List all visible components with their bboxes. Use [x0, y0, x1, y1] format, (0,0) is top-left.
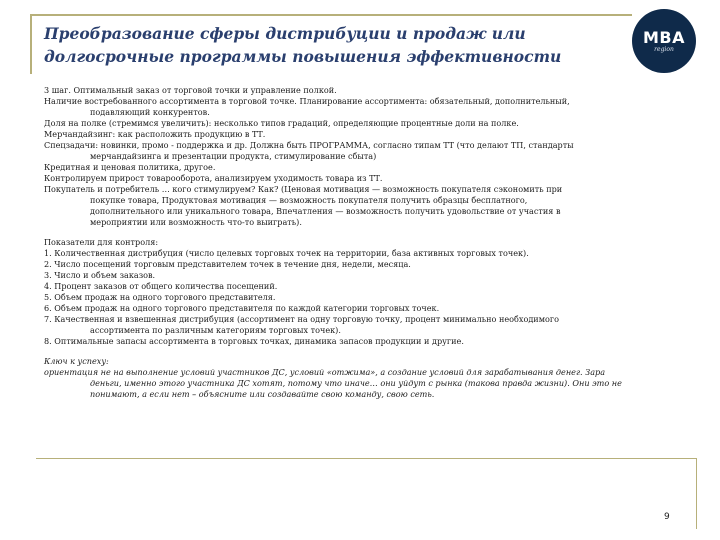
indicator-item: ассортимента по различным категориям торговых точек).	[90, 325, 341, 335]
indicator-item: 6. Объем продаж на одного торгового представителя по каждой категории торговых точек.	[44, 303, 440, 313]
text-line: Контролируем прирост товарооборота, анализируем уходимость товара из ТТ.	[44, 173, 383, 183]
mba-logo	[632, 9, 696, 73]
indicator-item: 2. Число посещений торговым представителем точек в течение дня, недели, месяца.	[44, 259, 411, 269]
footer-frame	[36, 458, 697, 529]
text-line: Наличие востребованного ассортимента в торговой точке. Планирование ассортимента: обязательный, дополнительный,	[44, 96, 570, 106]
title-line-1: Преобразование сферы дистрибуции и продаж или	[44, 24, 526, 43]
key-line: деньги, именно этого участника ДС хотят, потому что иначе… они уйдут с рынка (такова правда жизни). Они это не	[90, 378, 622, 388]
slide-body	[44, 85, 720, 400]
text-line: дополнительного или уникального товара, Впечатления — возможность получить удовольствие от участия в	[90, 206, 561, 216]
key-line: понимают, а если нет – объясните или создавайте свою команду, свою сеть.	[90, 389, 435, 399]
key-section	[44, 367, 720, 400]
text-line: Доля на полке (стремимся увеличить): несколько типов градаций, определяющие процентные доли на полке.	[44, 118, 519, 128]
indicator-item: 8. Оптимальные запасы ассортимента в торговых точках, динамика запасов продукции и другие.	[44, 336, 464, 346]
text-line: мероприятии или возможность что-то выиграть).	[90, 217, 302, 227]
page-number: 9	[664, 512, 670, 522]
text-line: 3 шаг. Оптимальный заказ от торговой точки и управление полкой.	[44, 85, 337, 95]
logo-subtext: region	[654, 45, 674, 53]
text-line: подавляющий конкурентов.	[90, 107, 210, 117]
indicators-heading: Показатели для контроля:	[44, 237, 159, 247]
indicator-item: 5. Объем продаж на одного торгового представителя.	[44, 292, 276, 302]
text-line: Спецзадачи: новинки, промо - поддержка и др. Должна быть ПРОГРАММА, согласно типам ТТ (что делают ТП, стандарты	[44, 140, 574, 150]
text-line: Кредитная и ценовая политика, другое.	[44, 162, 216, 172]
indicator-item: 4. Процент заказов от общего количества посещений.	[44, 281, 278, 291]
indicator-item: 7. Качественная и взвешенная дистрибуция (ассортимент на одну торговую точку, процент минимально необходимого	[44, 314, 559, 324]
logo-text: MBA	[643, 27, 685, 47]
text-line: Покупатель и потребитель … кого стимулируем? Как? (Ценовая мотивация — возможность покупателя сэкономить при	[44, 184, 563, 194]
key-heading: Ключ к успеху:	[44, 356, 109, 366]
text-line: Мерчандайзинг: как расположить продукцию в ТТ.	[44, 129, 266, 139]
slide-title	[44, 22, 604, 68]
key-line: ориентация не на выполнение условий участников ДС, условий «отжима», а создание условий для зарабатывания денег. Зара	[44, 367, 606, 377]
text-line: мерчандайзинга и презентации продукта, стимулирование сбыта)	[90, 151, 377, 161]
indicators-list	[44, 248, 720, 347]
text-line: покупке товара, Продуктовая мотивация — возможность покупателя получить образцы бесплатного,	[90, 195, 528, 205]
indicator-item: 1. Количественная дистрибуция (число целевых торговых точек на территории, база активных торговых точек).	[44, 248, 529, 258]
indicator-item: 3. Число и объем заказов.	[44, 270, 156, 280]
title-line-2: долгосрочные программы повышения эффективности	[44, 47, 562, 66]
step-3-section	[44, 85, 720, 228]
